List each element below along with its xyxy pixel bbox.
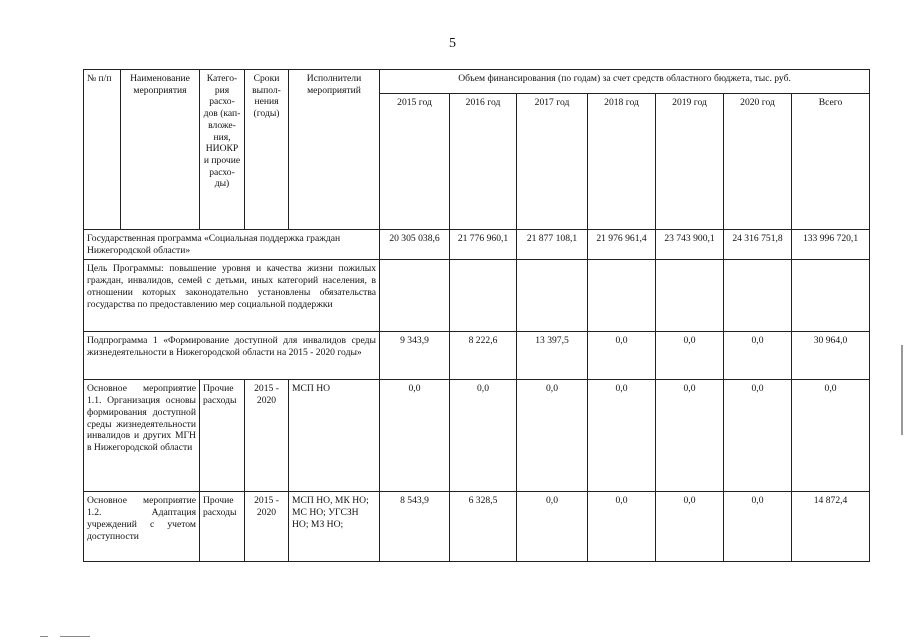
activity-value: 0,0 xyxy=(724,492,792,562)
scan-artifact xyxy=(60,636,90,637)
header-name: Наименование мероприятия xyxy=(121,70,200,230)
header-num: № п/п xyxy=(84,70,121,230)
header-total: Всего xyxy=(792,94,870,230)
subprogram-value: 0,0 xyxy=(656,332,724,380)
activity-total: 0,0 xyxy=(792,380,870,492)
header-executors: Исполнители мероприятий xyxy=(289,70,380,230)
goal-text: Цель Программы: повышение уровня и качества жизни пожилых граждан, инвалидов, семей с детьми, иных категорий населения, в отношении которых законодательно установлены обязательства государства по предоставлению мер социальной поддержки xyxy=(84,260,380,332)
activity-value: 0,0 xyxy=(450,380,517,492)
header-year: 2015 год xyxy=(380,94,450,230)
activity-value: 8 543,9 xyxy=(380,492,450,562)
activity-value: 0,0 xyxy=(588,492,656,562)
header-year: 2016 год xyxy=(450,94,517,230)
header-row-top xyxy=(84,70,870,94)
subprogram-title: Подпрограмма 1 «Формирование доступной для инвалидов среды жизнедеятельности в Нижегородской области на 2015 - 2020 годы» xyxy=(84,332,380,380)
program-value: 23 743 900,1 xyxy=(656,230,724,260)
scan-artifact xyxy=(40,636,48,637)
activity-value: 0,0 xyxy=(517,492,588,562)
activity-value: 0,0 xyxy=(380,380,450,492)
program-value: 21 976 961,4 xyxy=(588,230,656,260)
header-term: Сроки выпол-нения (годы) xyxy=(245,70,289,230)
empty-cell xyxy=(792,260,870,332)
program-value: 24 316 751,8 xyxy=(724,230,792,260)
empty-cell xyxy=(517,260,588,332)
goal-row xyxy=(84,260,870,332)
program-value: 21 776 960,1 xyxy=(450,230,517,260)
activity-value: 0,0 xyxy=(588,380,656,492)
header-category: Катего-рия расхо-дов (кап-вложе-ния, НИОКР и прочие расхо-ды) xyxy=(200,70,245,230)
header-year: 2019 год xyxy=(656,94,724,230)
subprogram-value: 0,0 xyxy=(588,332,656,380)
program-row xyxy=(84,230,870,260)
subprogram-row xyxy=(84,332,870,380)
activity-value: 0,0 xyxy=(656,380,724,492)
subprogram-total: 30 964,0 xyxy=(792,332,870,380)
scan-edge-mark xyxy=(901,345,903,435)
activity-value: 0,0 xyxy=(724,380,792,492)
funding-table xyxy=(83,69,870,562)
activity-value: 6 328,5 xyxy=(450,492,517,562)
program-total: 133 996 720,1 xyxy=(792,230,870,260)
empty-cell xyxy=(656,260,724,332)
activity-row xyxy=(84,380,870,492)
activity-executors: МСП НО, МК НО; МС НО; УГСЗН НО; МЗ НО; xyxy=(289,492,380,562)
activity-executors: МСП НО xyxy=(289,380,380,492)
header-year: 2017 год xyxy=(517,94,588,230)
empty-cell xyxy=(588,260,656,332)
subprogram-value: 13 397,5 xyxy=(517,332,588,380)
activity-row xyxy=(84,492,870,562)
activity-term: 2015 - 2020 xyxy=(245,492,289,562)
program-value: 21 877 108,1 xyxy=(517,230,588,260)
activity-value: 0,0 xyxy=(656,492,724,562)
page-number: 5 xyxy=(449,36,456,51)
subprogram-value: 0,0 xyxy=(724,332,792,380)
empty-cell xyxy=(724,260,792,332)
header-funding: Объем финансирования (по годам) за счет средств областного бюджета, тыс. руб. xyxy=(380,70,870,94)
program-value: 20 305 038,6 xyxy=(380,230,450,260)
activity-value: 0,0 xyxy=(517,380,588,492)
subprogram-value: 8 222,6 xyxy=(450,332,517,380)
activity-total: 14 872,4 xyxy=(792,492,870,562)
activity-category: Прочие расходы xyxy=(200,492,245,562)
header-year: 2020 год xyxy=(724,94,792,230)
empty-cell xyxy=(450,260,517,332)
activity-name: Основное мероприятие 1.1. Организация основы формирования доступной среды жизнедеятельности инвалидов и других МГН в Нижегородской области xyxy=(84,380,200,492)
activity-term: 2015 - 2020 xyxy=(245,380,289,492)
activity-name: Основное мероприятие 1.2. Адаптация учреждений с учетом доступности xyxy=(84,492,200,562)
subprogram-value: 9 343,9 xyxy=(380,332,450,380)
header-year: 2018 год xyxy=(588,94,656,230)
activity-category: Прочие расходы xyxy=(200,380,245,492)
program-title: Государственная программа «Социальная поддержка граждан Нижегородской области» xyxy=(84,230,380,260)
empty-cell xyxy=(380,260,450,332)
